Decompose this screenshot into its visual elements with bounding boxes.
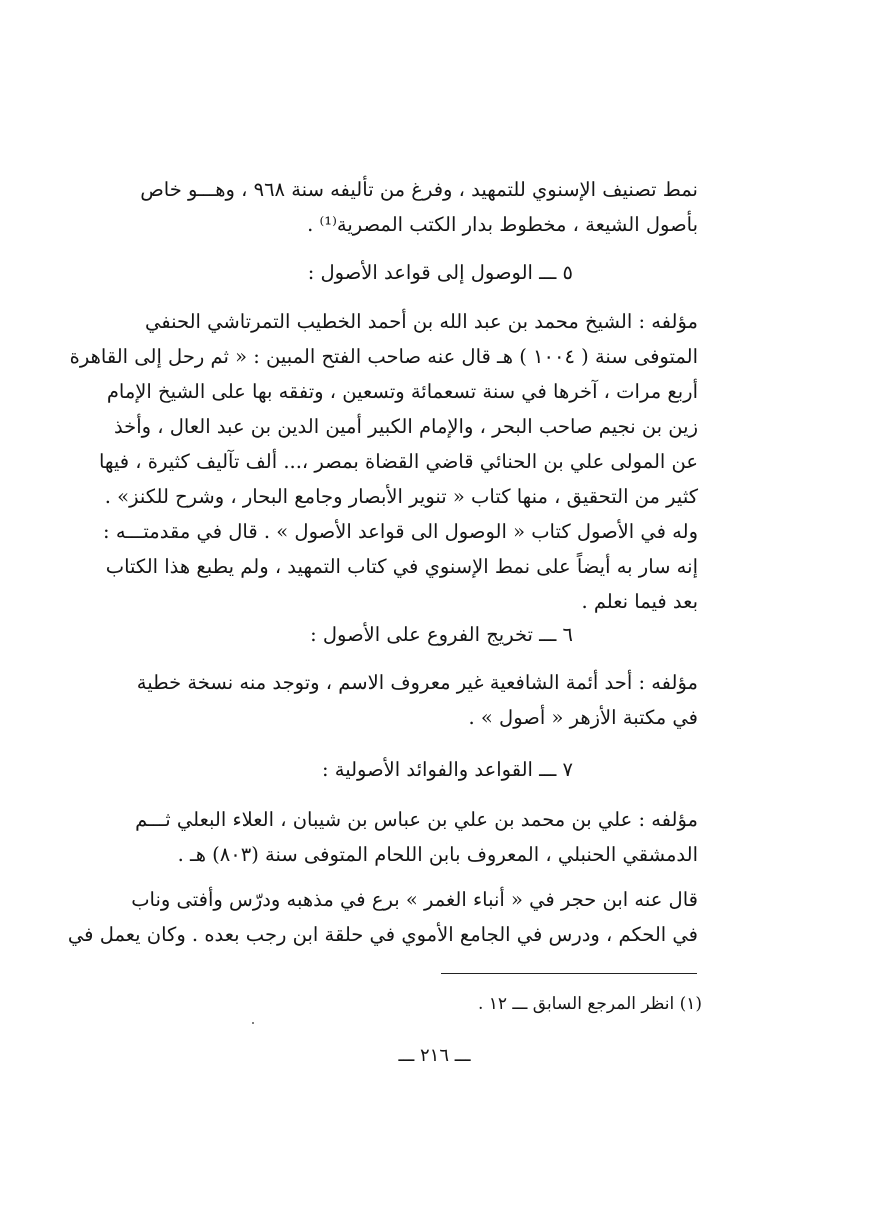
text-line: الدمشقي الحنبلي ، المعروف بابن اللحام المتوفى سنة (٨٠٣) هـ .	[177, 843, 698, 866]
section-7-paragraph	[135, 802, 698, 872]
text-line: مؤلفه : علي بن محمد بن علي بن عباس بن شيبان ، العلاء البعلي ثـــم	[135, 808, 698, 831]
text-line: في الحكم ، ودرس في الجامع الأموي في حلقة ابن رجب بعده . وكان يعمل في	[67, 923, 698, 946]
page-number: ـــ ٢١٦ ـــ	[398, 1045, 471, 1066]
text-line: في مكتبة الأزهر « أصول » .	[468, 706, 698, 729]
text-line: قال عنه ابن حجر في « أنباء الغمر » برع في مذهبه ودرّس وأفتى وناب	[131, 888, 698, 911]
section-6-paragraph	[136, 665, 698, 735]
intro-paragraph	[140, 172, 698, 242]
text-line: وله في الأصول كتاب « الوصول الى قواعد الأصول » . قال في مقدمتـــه :	[103, 520, 698, 543]
text-line: المتوفى سنة ( ١٠٠٤ ) هـ قال عنه صاحب الفتح المبين : « ثم رحل إلى القاهرة	[69, 345, 698, 368]
section-6-heading: ٦ ـــ تخريج الفروع على الأصول :	[310, 623, 573, 646]
section-5-heading: ٥ ـــ الوصول إلى قواعد الأصول :	[307, 261, 573, 284]
text-line: بعد فيما نعلم .	[581, 590, 698, 613]
footnote: (١) انظر المرجع السابق ـــ ١٢ .	[477, 994, 702, 1014]
text-line: مؤلفه : الشيخ محمد بن عبد الله بن أحمد الخطيب التمرتاشي الحنفي	[144, 310, 698, 333]
text-line: بأصول الشيعة ، مخطوط بدار الكتب المصرية⁽¹⁾ .	[307, 213, 698, 236]
section-7-heading: ٧ ـــ القواعد والفوائد الأصولية :	[321, 758, 573, 781]
footnote-separator	[441, 973, 697, 974]
text-line: زين بن نجيم صاحب البحر ، والإمام الكبير أمين الدين بن عبد العال ، وأخذ	[113, 415, 698, 438]
text-line: مؤلفه : أحد أئمة الشافعية غير معروف الاسم ، وتوجد منه نسخة خطية	[136, 671, 698, 694]
text-line: إنه سار به أيضاً على نمط الإسنوي في كتاب التمهيد ، ولم يطبع هذا الكتاب	[105, 555, 698, 578]
section-5-paragraph	[69, 304, 698, 619]
text-line: أربع مرات ، آخرها في سنة تسعمائة وتسعين ، وتفقه بها على الشيخ الإمام	[106, 380, 698, 403]
section-7-paragraph-2	[67, 882, 698, 952]
text-line: نمط تصنيف الإسنوي للتمهيد ، وفرغ من تأليفه سنة ٩٦٨ ، وهـــو خاص	[140, 178, 698, 201]
text-line: كثير من التحقيق ، منها كتاب « تنوير الأبصار وجامع البحار ، وشرح للكنز» .	[104, 485, 698, 508]
text-line: عن المولى علي بن الحنائي قاضي القضاة بمصر ،... ألف تآليف كثيرة ، فيها	[98, 450, 698, 473]
scan-speck	[252, 1022, 254, 1024]
